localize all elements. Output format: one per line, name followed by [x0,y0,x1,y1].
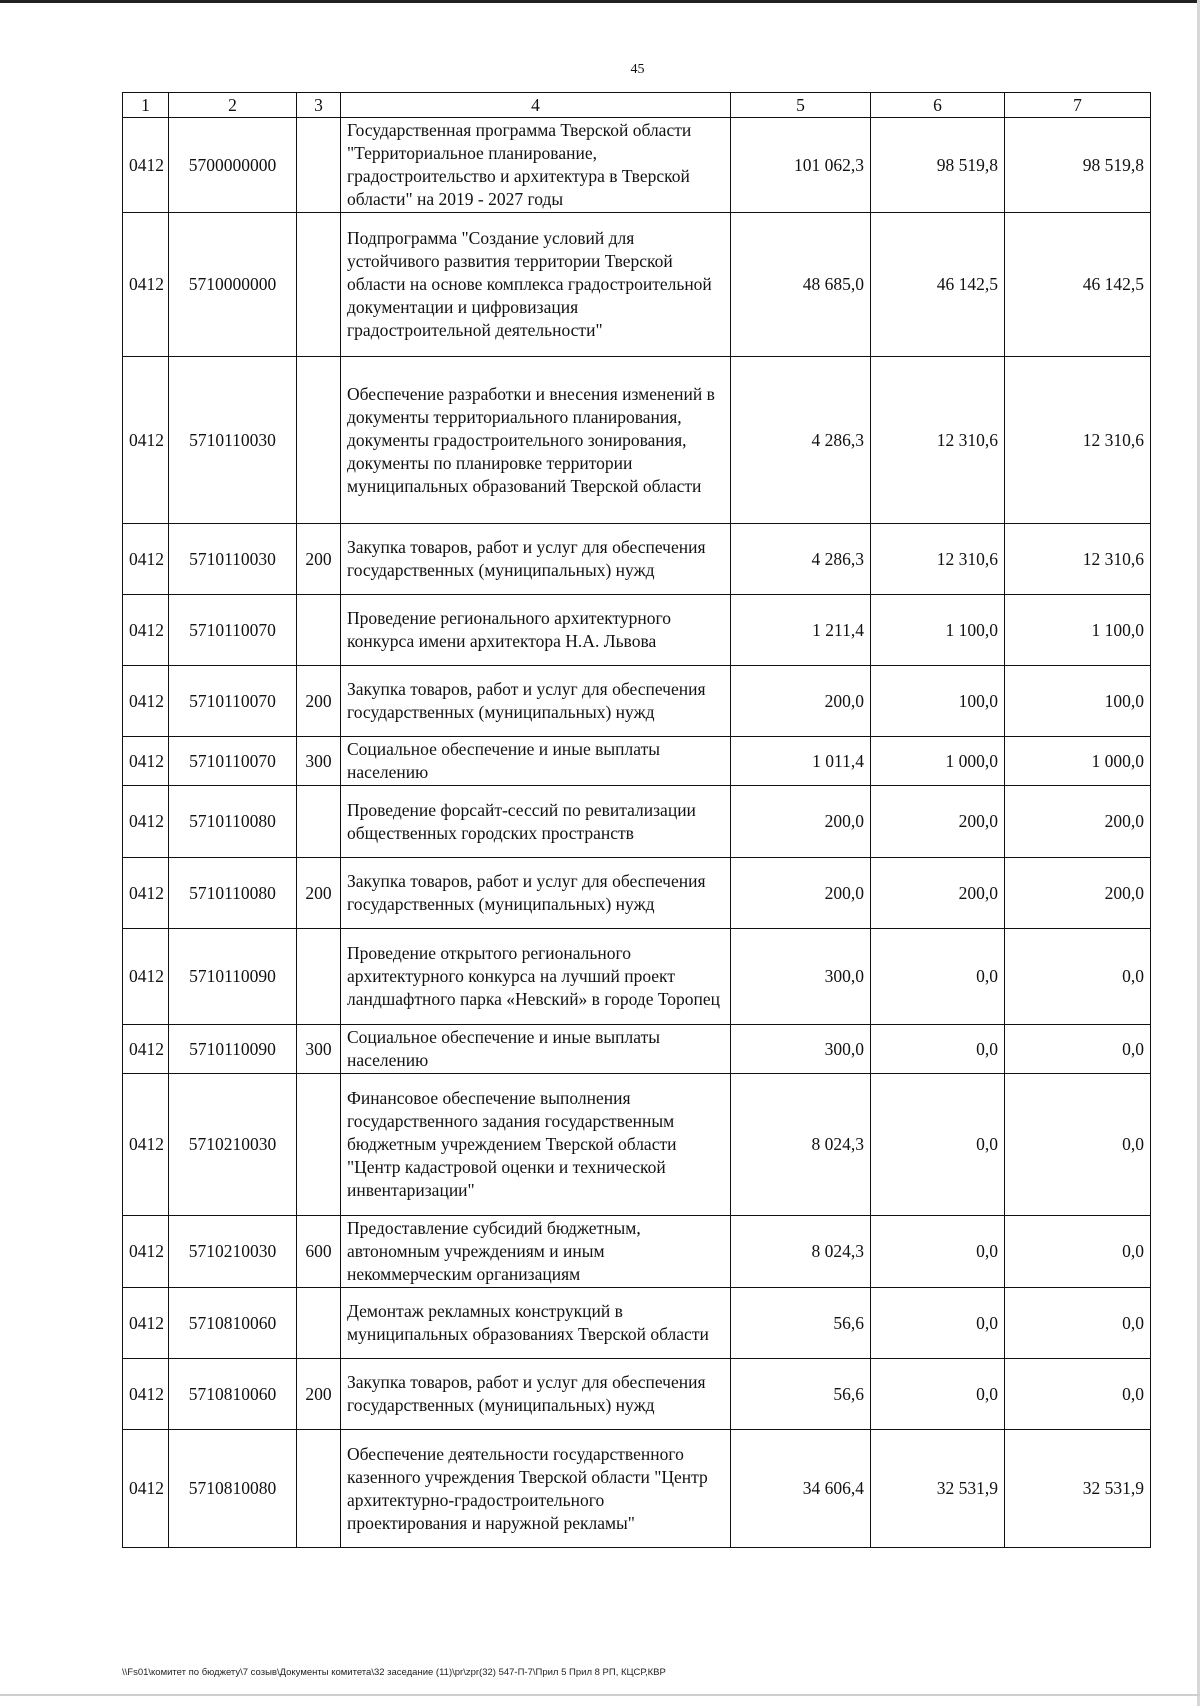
value-col7: 0,0 [1005,1288,1151,1359]
value-col5: 101 062,3 [731,118,871,213]
value-col5: 1 211,4 [731,595,871,666]
scan-edge-top [0,0,1200,3]
value-col6: 12 310,6 [871,357,1005,524]
target-code: 5710810060 [169,1288,297,1359]
value-col5: 8 024,3 [731,1216,871,1288]
target-code: 5710810080 [169,1430,297,1548]
target-code: 5710110080 [169,858,297,929]
section-code: 0412 [123,524,169,595]
item-name: Государственная программа Тверской области "Территориальное планирование, градостроительство и архитектура в Тверской области" на 2019 - 2027 годы [341,118,731,213]
value-col5: 300,0 [731,929,871,1025]
section-code: 0412 [123,1074,169,1216]
value-col5: 200,0 [731,666,871,737]
table-row [123,858,1151,929]
value-col7: 0,0 [1005,929,1151,1025]
expense-type-code [297,1288,341,1359]
value-col6: 100,0 [871,666,1005,737]
table-row [123,786,1151,858]
value-col7: 46 142,5 [1005,213,1151,357]
target-code: 5710000000 [169,213,297,357]
expense-type-code [297,595,341,666]
target-code: 5710210030 [169,1216,297,1288]
section-code: 0412 [123,929,169,1025]
value-col5: 56,6 [731,1288,871,1359]
table-row [123,595,1151,666]
table-row [123,929,1151,1025]
budget-table [122,92,1151,1548]
expense-type-code: 200 [297,1359,341,1430]
scan-edge-bottom [0,1694,1200,1696]
value-col7: 12 310,6 [1005,357,1151,524]
value-col6: 0,0 [871,1216,1005,1288]
value-col6: 12 310,6 [871,524,1005,595]
header-cell: 5 [731,93,871,118]
value-col5: 56,6 [731,1359,871,1430]
section-code: 0412 [123,737,169,786]
item-name: Социальное обеспечение и иные выплаты населению [341,737,731,786]
target-code: 5710110070 [169,737,297,786]
section-code: 0412 [123,595,169,666]
target-code: 5710810060 [169,1359,297,1430]
table-row [123,213,1151,357]
value-col7: 1 000,0 [1005,737,1151,786]
expense-type-code [297,929,341,1025]
value-col6: 0,0 [871,1359,1005,1430]
value-col5: 34 606,4 [731,1430,871,1548]
section-code: 0412 [123,786,169,858]
table-row [123,1430,1151,1548]
header-cell: 3 [297,93,341,118]
item-name: Закупка товаров, работ и услуг для обеспечения государственных (муниципальных) нужд [341,524,731,595]
value-col7: 32 531,9 [1005,1430,1151,1548]
target-code: 5710110070 [169,595,297,666]
header-cell: 4 [341,93,731,118]
item-name: Обеспечение разработки и внесения изменений в документы территориального планирования, документы градостроительного зонирования, документы по планировке территории муниципальных образований Тверской области [341,357,731,524]
expense-type-code: 200 [297,524,341,595]
value-col6: 0,0 [871,1025,1005,1074]
target-code: 5710110030 [169,357,297,524]
target-code: 5710110030 [169,524,297,595]
table-row [123,1288,1151,1359]
value-col6: 46 142,5 [871,213,1005,357]
section-code: 0412 [123,1430,169,1548]
item-name: Закупка товаров, работ и услуг для обеспечения государственных (муниципальных) нужд [341,858,731,929]
value-col5: 4 286,3 [731,357,871,524]
header-cell: 6 [871,93,1005,118]
header-cell: 2 [169,93,297,118]
value-col6: 32 531,9 [871,1430,1005,1548]
target-code: 5710110080 [169,786,297,858]
item-name: Демонтаж рекламных конструкций в муниципальных образованиях Тверской области [341,1288,731,1359]
value-col6: 98 519,8 [871,118,1005,213]
item-name: Проведение открытого регионального архитектурного конкурса на лучший проект ландшафтного парка «Невский» в городе Торопец [341,929,731,1025]
expense-type-code: 200 [297,858,341,929]
section-code: 0412 [123,858,169,929]
table-row [123,666,1151,737]
header-cell: 1 [123,93,169,118]
section-code: 0412 [123,118,169,213]
value-col5: 300,0 [731,1025,871,1074]
expense-type-code [297,1430,341,1548]
item-name: Подпрограмма "Создание условий для устойчивого развития территории Тверской области на основе комплекса градостроительной документации и цифровизация градостроительной деятельности" [341,213,731,357]
value-col7: 0,0 [1005,1359,1151,1430]
value-col7: 12 310,6 [1005,524,1151,595]
target-code: 5710110090 [169,1025,297,1074]
value-col7: 0,0 [1005,1216,1151,1288]
section-code: 0412 [123,1288,169,1359]
header-cell: 7 [1005,93,1151,118]
value-col7: 0,0 [1005,1025,1151,1074]
table-row [123,1074,1151,1216]
table-row [123,1359,1151,1430]
section-code: 0412 [123,1025,169,1074]
expense-type-code [297,786,341,858]
value-col5: 1 011,4 [731,737,871,786]
item-name: Предоставление субсидий бюджетным, автономным учреждениям и иным некоммерческим организациям [341,1216,731,1288]
header-row [123,93,1151,118]
value-col7: 100,0 [1005,666,1151,737]
target-code: 5700000000 [169,118,297,213]
value-col6: 200,0 [871,786,1005,858]
target-code: 5710110090 [169,929,297,1025]
section-code: 0412 [123,1216,169,1288]
value-col6: 1 000,0 [871,737,1005,786]
section-code: 0412 [123,1359,169,1430]
value-col6: 0,0 [871,1074,1005,1216]
expense-type-code: 300 [297,737,341,786]
expense-type-code: 300 [297,1025,341,1074]
table-row [123,524,1151,595]
table-row [123,357,1151,524]
expense-type-code [297,1074,341,1216]
value-col7: 0,0 [1005,1074,1151,1216]
table-row [123,1216,1151,1288]
value-col6: 1 100,0 [871,595,1005,666]
footer-file-path: \\Fs01\комитет по бюджету\7 созыв\Документы комитета\32 заседание (11)\pr\zpr(32) 547-П-7\Прил 5 Прил 8 РП, КЦСР,КВР [122,1667,666,1678]
value-col6: 200,0 [871,858,1005,929]
value-col6: 0,0 [871,1288,1005,1359]
value-col5: 200,0 [731,858,871,929]
expense-type-code [297,213,341,357]
item-name: Социальное обеспечение и иные выплаты населению [341,1025,731,1074]
item-name: Проведение форсайт-сессий по ревитализации общественных городских пространств [341,786,731,858]
item-name: Закупка товаров, работ и услуг для обеспечения государственных (муниципальных) нужд [341,1359,731,1430]
table-row [123,118,1151,213]
table-row [123,737,1151,786]
expense-type-code: 600 [297,1216,341,1288]
value-col5: 8 024,3 [731,1074,871,1216]
value-col6: 0,0 [871,929,1005,1025]
expense-type-code: 200 [297,666,341,737]
target-code: 5710210030 [169,1074,297,1216]
value-col5: 200,0 [731,786,871,858]
target-code: 5710110070 [169,666,297,737]
table-row [123,1025,1151,1074]
item-name: Закупка товаров, работ и услуг для обеспечения государственных (муниципальных) нужд [341,666,731,737]
expense-type-code [297,357,341,524]
item-name: Финансовое обеспечение выполнения государственного задания государственным бюджетным учреждением Тверской области "Центр кадастровой оценки и технической инвентаризации" [341,1074,731,1216]
section-code: 0412 [123,357,169,524]
item-name: Проведение регионального архитектурного конкурса имени архитектора Н.А. Львова [341,595,731,666]
value-col7: 200,0 [1005,786,1151,858]
value-col7: 98 519,8 [1005,118,1151,213]
value-col7: 200,0 [1005,858,1151,929]
section-code: 0412 [123,213,169,357]
item-name: Обеспечение деятельности государственного казенного учреждения Тверской области "Центр архитектурно-градостроительного проектирования и наружной рекламы" [341,1430,731,1548]
expense-type-code [297,118,341,213]
section-code: 0412 [123,666,169,737]
value-col5: 4 286,3 [731,524,871,595]
value-col5: 48 685,0 [731,213,871,357]
value-col7: 1 100,0 [1005,595,1151,666]
page-number: 45 [630,62,645,77]
